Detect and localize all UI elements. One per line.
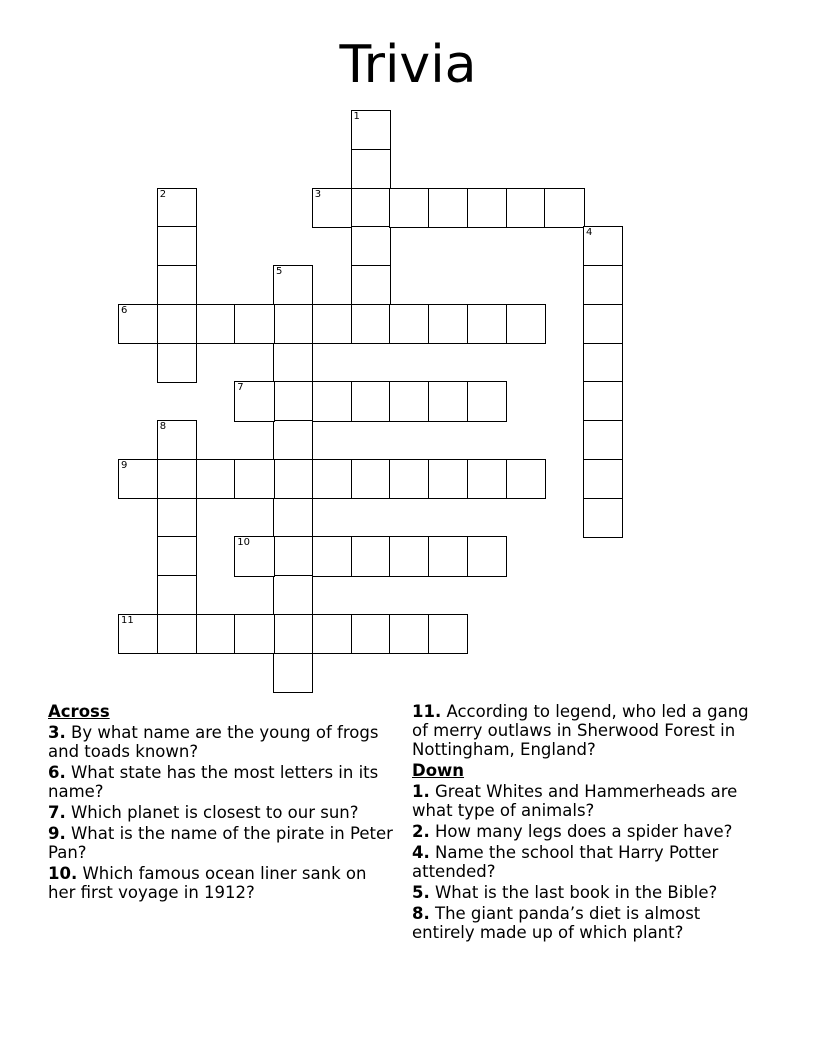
clue-number: 10 xyxy=(237,537,250,549)
grid-cell[interactable] xyxy=(506,188,546,228)
grid-cell[interactable] xyxy=(351,188,391,228)
down-clue-list xyxy=(412,782,762,942)
grid-cell[interactable] xyxy=(583,343,623,383)
grid-cell[interactable] xyxy=(273,653,313,693)
grid-cell[interactable] xyxy=(428,188,468,228)
grid-cell[interactable] xyxy=(234,304,274,344)
grid-cell[interactable] xyxy=(583,381,623,421)
clue-text: What is the name of the pirate in Peter Pan? xyxy=(48,824,393,862)
grid-cell[interactable] xyxy=(273,304,313,344)
clue-number: 9 xyxy=(121,459,128,471)
grid-cell[interactable] xyxy=(312,536,352,576)
clue-label: 3. xyxy=(48,723,66,742)
grid-cell[interactable] xyxy=(157,575,197,615)
across-heading: Across xyxy=(48,702,110,721)
clue-text: Which planet is closest to our sun? xyxy=(65,803,359,822)
grid-cell[interactable] xyxy=(157,226,197,266)
grid-cell[interactable] xyxy=(351,149,391,189)
clue-number: 2 xyxy=(159,188,167,200)
clue-label: 2. xyxy=(412,822,430,841)
grid-cell[interactable] xyxy=(273,536,313,576)
grid-cell[interactable] xyxy=(273,343,313,383)
grid-cell[interactable] xyxy=(583,459,623,499)
clue-text: By what name are the young of frogs and toads known? xyxy=(48,723,379,761)
grid-cell[interactable] xyxy=(273,498,313,538)
grid-cell[interactable] xyxy=(157,498,197,538)
grid-cell[interactable] xyxy=(428,614,468,654)
grid-cell[interactable] xyxy=(273,420,313,460)
grid-cell[interactable] xyxy=(157,459,197,499)
grid-cell[interactable] xyxy=(351,459,391,499)
clue-text: Great Whites and Hammerheads are what type of animals? xyxy=(412,782,738,820)
clue-text: The giant panda’s diet is almost entirely made up of which plant? xyxy=(412,904,701,942)
grid-cell[interactable] xyxy=(389,614,429,654)
grid-cell[interactable] xyxy=(312,614,352,654)
grid-cell[interactable] xyxy=(583,265,623,305)
grid-cell[interactable] xyxy=(157,188,197,228)
grid-cell[interactable] xyxy=(467,188,507,228)
grid-cell[interactable] xyxy=(273,614,313,654)
clue-number: 7 xyxy=(237,382,244,394)
grid-cell[interactable] xyxy=(351,226,391,266)
grid-cell[interactable] xyxy=(583,226,623,266)
grid-cell[interactable] xyxy=(583,304,623,344)
grid-cell[interactable] xyxy=(157,420,197,460)
clue-number: 5 xyxy=(276,266,283,277)
grid-cell[interactable] xyxy=(583,420,623,460)
clues-right-column xyxy=(412,702,762,944)
grid-cell[interactable] xyxy=(157,614,197,654)
grid-cell[interactable] xyxy=(273,575,313,615)
grid-cell[interactable] xyxy=(467,304,507,344)
grid-cell[interactable] xyxy=(234,614,274,654)
clue-number: 6 xyxy=(121,304,128,316)
clue-label: 4. xyxy=(412,843,430,862)
down-clue xyxy=(412,883,762,902)
clues-left-column xyxy=(48,702,398,904)
grid-cell[interactable] xyxy=(196,304,236,344)
clue-label: 9. xyxy=(48,824,66,843)
grid-cell[interactable] xyxy=(234,459,274,499)
grid-cell[interactable] xyxy=(351,110,391,150)
grid-cell[interactable] xyxy=(506,304,546,344)
grid-cell[interactable] xyxy=(428,304,468,344)
grid-cell[interactable] xyxy=(351,536,391,576)
clue-label: 1. xyxy=(412,782,430,801)
clue-number: 8 xyxy=(159,421,167,432)
grid-cell[interactable] xyxy=(196,614,236,654)
clue-text: What is the last book in the Bible? xyxy=(429,883,718,902)
clue-number: 1 xyxy=(353,111,360,122)
clue-label: 10. xyxy=(48,864,78,883)
grid-cell[interactable] xyxy=(234,536,274,576)
grid-cell[interactable] xyxy=(506,459,546,499)
grid-cell[interactable] xyxy=(118,614,158,654)
grid-cell[interactable] xyxy=(389,304,429,344)
grid-cell[interactable] xyxy=(234,381,274,421)
clue-label: 7. xyxy=(48,803,66,822)
grid-cell[interactable] xyxy=(467,381,507,421)
down-clue xyxy=(412,782,762,820)
grid-cell[interactable] xyxy=(157,304,197,344)
grid-cell[interactable] xyxy=(157,343,197,383)
grid-cell[interactable] xyxy=(544,188,584,228)
grid-cell[interactable] xyxy=(273,381,313,421)
grid-cell[interactable] xyxy=(351,265,391,305)
grid-cell[interactable] xyxy=(583,498,623,538)
grid-cell[interactable] xyxy=(273,459,313,499)
grid-cell[interactable] xyxy=(351,614,391,654)
grid-cell[interactable] xyxy=(312,304,352,344)
grid-cell[interactable] xyxy=(389,188,429,228)
grid-cell[interactable] xyxy=(312,381,352,421)
clue-number: 11 xyxy=(121,614,134,626)
clue-text: According to legend, who led a gang of merry outlaws in Sherwood Forest in Nottingham, England? xyxy=(412,702,749,759)
grid-cell[interactable] xyxy=(428,459,468,499)
grid-cell[interactable] xyxy=(312,188,352,228)
across-clue xyxy=(48,723,398,761)
grid-cell[interactable] xyxy=(157,536,197,576)
grid-cell[interactable] xyxy=(428,536,468,576)
down-heading: Down xyxy=(412,761,465,780)
clue-label: 6. xyxy=(48,763,66,782)
across-clue xyxy=(412,702,762,759)
grid-cell[interactable] xyxy=(428,381,468,421)
grid-cell[interactable] xyxy=(273,265,313,305)
across-clue-list-continued xyxy=(412,702,762,759)
across-clue xyxy=(48,864,398,902)
grid-cell[interactable] xyxy=(389,536,429,576)
grid-cell[interactable] xyxy=(467,459,507,499)
clue-text: How many legs does a spider have? xyxy=(429,822,733,841)
clue-text: Name the school that Harry Potter attended? xyxy=(412,843,719,881)
across-clue xyxy=(48,763,398,801)
clue-label: 11. xyxy=(412,702,442,721)
across-clue xyxy=(48,824,398,862)
clue-label: 5. xyxy=(412,883,430,902)
clue-text: Which famous ocean liner sank on her first voyage in 1912? xyxy=(48,864,367,902)
grid-cell[interactable] xyxy=(351,381,391,421)
grid-cell[interactable] xyxy=(389,459,429,499)
grid-cell[interactable] xyxy=(312,459,352,499)
clue-number: 3 xyxy=(314,188,322,200)
across-clue-list xyxy=(48,723,398,902)
down-clue xyxy=(412,843,762,881)
page-title: Trivia xyxy=(339,35,477,95)
grid-cell[interactable] xyxy=(467,536,507,576)
clue-text: What state has the most letters in its name? xyxy=(48,763,379,801)
grid-cell[interactable] xyxy=(389,381,429,421)
clue-label: 8. xyxy=(412,904,430,923)
across-clue xyxy=(48,803,398,822)
grid-cell[interactable] xyxy=(118,459,158,499)
down-clue xyxy=(412,904,762,942)
grid-cell[interactable] xyxy=(196,459,236,499)
grid-cell[interactable] xyxy=(118,304,158,344)
clue-number: 4 xyxy=(586,227,593,239)
grid-cell[interactable] xyxy=(351,304,391,344)
grid-cell[interactable] xyxy=(157,265,197,305)
down-clue xyxy=(412,822,762,841)
